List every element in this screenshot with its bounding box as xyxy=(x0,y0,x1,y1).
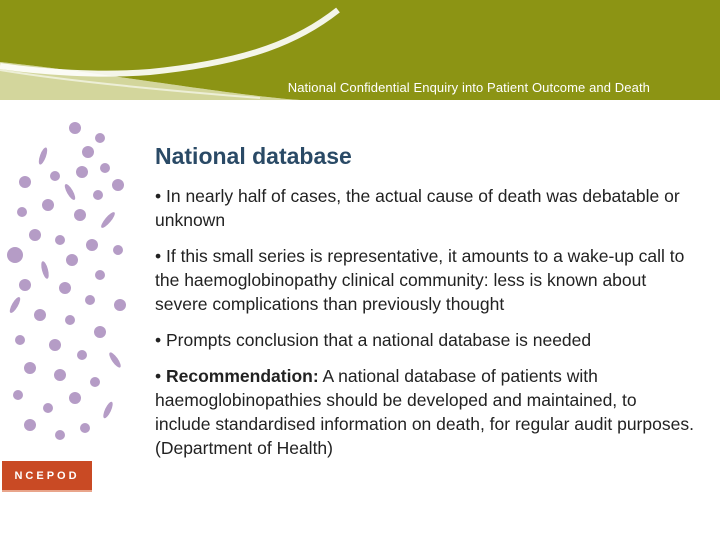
bullet-item: • Prompts conclusion that a national database is needed xyxy=(155,330,592,350)
bullet-prefix: • xyxy=(155,366,166,386)
bullet-item-recommendation xyxy=(155,364,695,460)
slide-content xyxy=(155,143,695,472)
recommendation-label: Recommendation: xyxy=(166,366,319,386)
bullet-item: • In nearly half of cases, the actual cause of death was debatable or unknown xyxy=(155,186,680,230)
blood-cells-image xyxy=(0,110,140,470)
ncepod-logo: NCEPOD xyxy=(2,461,92,492)
bullet-item: • If this small series is representative, it amounts to a wake-up call to the haemoglobinopathy clinical community: less is known about severe complications than previously thought xyxy=(155,246,685,314)
org-name: National Confidential Enquiry into Patient Outcome and Death xyxy=(287,80,650,95)
recommendation-text: A national database of patients with haemoglobinopathies should be developed and maintained, to include standardised information on death, for regular audit purposes. (Department of Health) xyxy=(155,366,694,458)
slide-title: National database xyxy=(155,143,352,169)
